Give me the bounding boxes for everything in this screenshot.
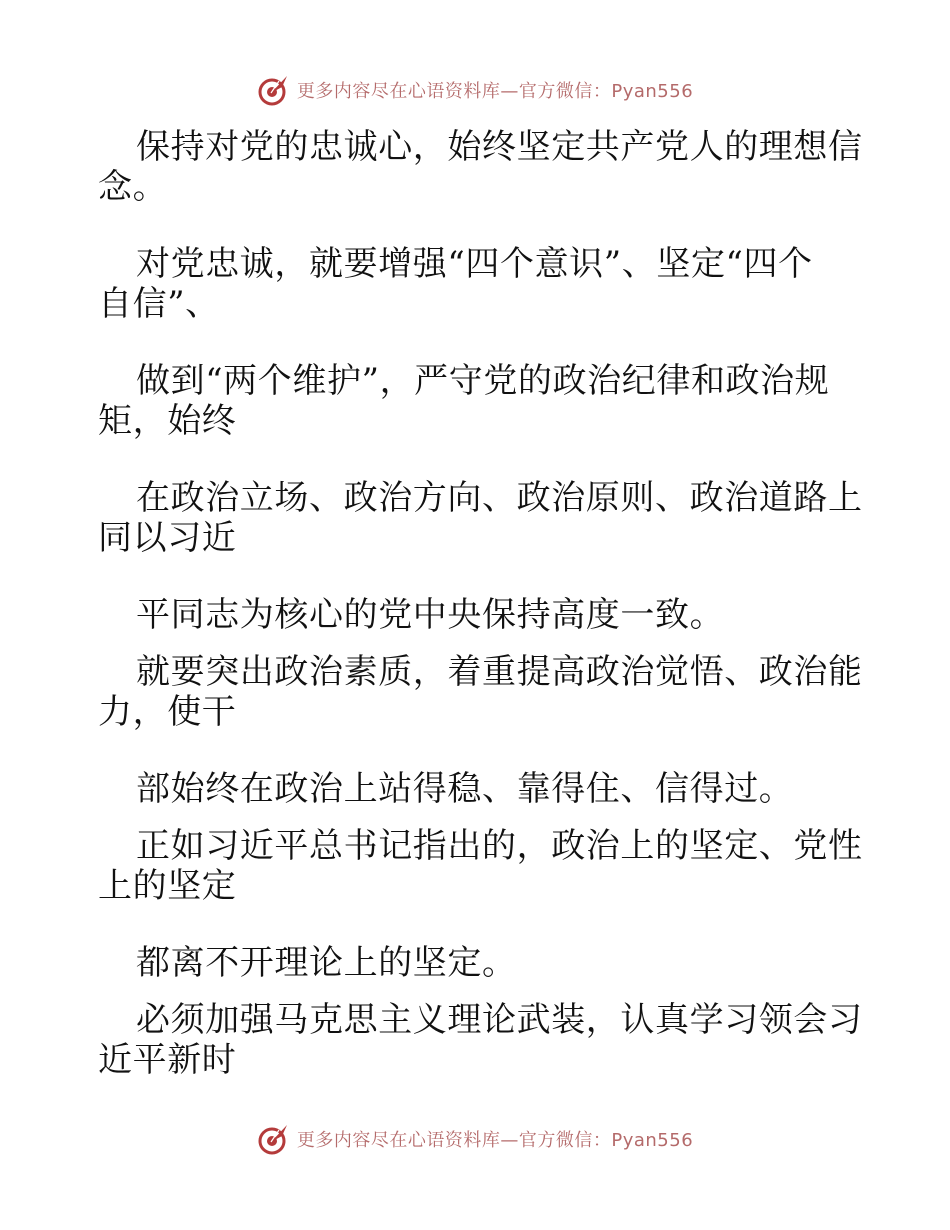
paragraph-line: 念。 (98, 167, 168, 207)
paragraph-line: 正如习近平总书记指出的，政治上的坚定、党性 (136, 826, 863, 866)
watermark-text: 更多内容尽在心语资料库—官方微信：Pyan556 (296, 81, 694, 102)
paragraph-line: 做到“两个维护”，严守党的政治纪律和政治规 (136, 361, 830, 401)
paragraph-line: 就要突出政治素质，着重提高政治觉悟、政治能 (136, 652, 863, 692)
paragraph-line: 力，使干 (98, 692, 237, 732)
paragraph-line: 都离不开理论上的坚定。 (136, 943, 517, 983)
paragraph-line: 保持对党的忠诚心，始终坚定共产党人的理想信 (136, 127, 863, 167)
paragraph-line: 同以习近 (98, 518, 237, 558)
paragraph-line: 在政治立场、政治方向、政治原则、政治道路上 (136, 478, 863, 518)
watermark-footer (0, 1119, 950, 1159)
paragraph-line: 矩，始终 (98, 401, 237, 441)
watermark-text: 更多内容尽在心语资料库—官方微信：Pyan556 (296, 1130, 694, 1151)
paragraph-line: 部始终在政治上站得稳、靠得住、信得过。 (136, 769, 794, 809)
feather-logo-icon (257, 73, 291, 107)
watermark-header (0, 70, 950, 110)
paragraph-line: 平同志为核心的党中央保持高度一致。 (136, 595, 725, 635)
paragraph-line: 对党忠诚，就要增强“四个意识”、坚定“四个 (136, 244, 813, 284)
feather-logo-icon (257, 1122, 291, 1156)
paragraph-line: 近平新时 (98, 1040, 237, 1080)
paragraph-line: 自信”、 (98, 284, 220, 324)
paragraph-line: 上的坚定 (98, 866, 237, 906)
paragraph-line: 必须加强马克思主义理论武装，认真学习领会习 (136, 1000, 863, 1040)
